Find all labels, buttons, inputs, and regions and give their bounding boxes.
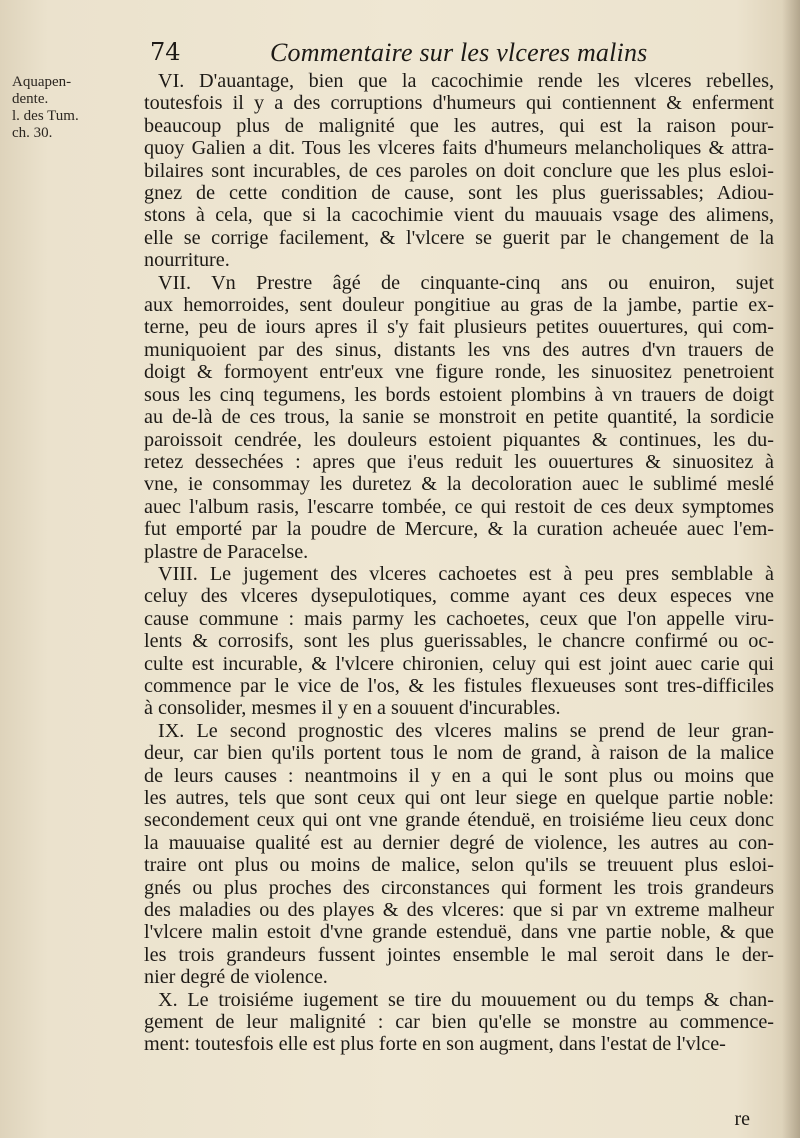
marginal-note (12, 74, 142, 142)
text-line: beaucoup plus de malignité que les autres, qui est la raison pour- (144, 114, 774, 137)
catchword: re (734, 1108, 750, 1130)
text-line: lents & corrosifs, sont les plus guerissables, le chancre confirmé ou oc- (144, 630, 774, 653)
text-line: paroissoit cendrée, les douleurs estoient piquantes & continues, les du- (144, 428, 774, 451)
main-text (144, 70, 774, 1056)
text-line: X. Le troisiéme iugement se tire du mouuement ou du temps & chan- (158, 988, 774, 1011)
text-line: quoy Galien a dit. Tous les vlceres faits d'humeurs melancholiques & attra- (144, 137, 774, 160)
text-line: muniquoient par des sinus, distants les vns des autres d'vn trauers de (144, 338, 774, 361)
text-line: nier degré de violence. (144, 966, 328, 989)
text-line: sous les cinq tegumens, les bords estoient plombins à vn trauers de doigt (144, 383, 774, 406)
text-line: nourriture. (144, 249, 230, 272)
text-line: VI. D'auantage, bien que la cacochimie rende les vlceres rebelles, (158, 70, 774, 92)
paragraph (144, 989, 774, 1056)
text-line: au de-là de ces trous, la sanie se monstroit en petite quantité, la sordicie (144, 406, 774, 429)
text-line: ment: toutesfois elle est plus forte en son augment, dans l'estat de l'vlce- (144, 1033, 726, 1056)
text-line: fut emporté par la poudre de Mercure, & la curation acheuée auec l'em- (144, 518, 774, 541)
text-line: doigt & formoyent entr'eux vne figure ronde, les sinuositez penetroient (144, 361, 774, 384)
text-line: deur, car bien qu'ils portent tous le nom de grand, à raison de la malice (144, 742, 774, 765)
text-line: vne, ie consommay les duretez & la decoloration auec le sublimé meslé (144, 473, 774, 496)
text-line: cause commune : mais parmy les cachoetes, ceux que l'on appelle viru- (144, 607, 774, 630)
text-line: à consolider, mesmes il y en a souuent d'incurables. (144, 697, 561, 720)
text-line: auec l'album rasis, l'escarre tombée, ce qui restoit de ces deux symptomes (144, 495, 774, 518)
text-line: elle se corrige facilement, & l'vlcere se guerit par le changement de la (144, 226, 774, 249)
text-line: commence par le vice de l'os, & les fistules flexueuses sont tres-difficiles (144, 674, 774, 697)
text-line: l'vlcere malin estoit d'vne grande estenduë, dans vne partie noble, & que (144, 921, 774, 944)
text-line: de leurs causes : neantmoins il y en a qui le sont plus ou moins que (144, 764, 774, 787)
text-line: stons à cela, que si la cacochimie vient du mauuais vsage des alimens, (144, 204, 774, 227)
margin-note-line: ch. 30. (12, 125, 53, 141)
running-head (150, 38, 770, 70)
text-line: retez dessechées : apres que i'eus reduit les ouuertures & sinuositez à (144, 450, 774, 473)
text-line: les trois grandeurs fussent jointes ensemble le mal seroit dans le der- (144, 943, 774, 966)
paragraph (144, 272, 774, 563)
paragraph (144, 70, 774, 272)
margin-note-line: dente. (12, 91, 49, 107)
text-line: gnés ou plus proches des circonstances qui forment les trois grandeurs (144, 876, 774, 899)
text-line: bilaires sont incurables, de ces paroles on doit conclure que les plus esloi- (144, 159, 774, 182)
text-line: gement de leur malignité : car bien qu'elle se monstre au commence- (144, 1011, 774, 1034)
margin-note-line: l. des Tum. (12, 108, 79, 124)
text-line: terne, peu de iours apres il s'y fait plusieurs petites ouuertures, qui com- (144, 316, 774, 339)
text-line: des maladies ou des playes & des vlceres: que si par vn extreme malheur (144, 899, 774, 922)
page-gutter-shadow (782, 0, 800, 1138)
text-line: plastre de Paracelse. (144, 540, 309, 563)
text-line: culte est incurable, & l'vlcere chironien, celuy qui est joint auec carie qui (144, 652, 774, 675)
paragraph (144, 563, 774, 720)
text-line: aux hemorroides, sent douleur pongitiue au gras de la jambe, partie ex- (144, 294, 774, 317)
text-line: VIII. Le jugement des vlceres cachoetes est à peu pres semblable à (158, 562, 774, 585)
text-line: secondement ceux qui ont vne grande étenduë, en troisiéme lieu ceux donc (144, 809, 774, 832)
text-line: IX. Le second prognostic des vlceres malins se prend de leur gran- (158, 719, 774, 742)
margin-note-line: Aquapen- (12, 74, 72, 90)
text-line: celuy des vlceres dysepulotiques, comme ayant ces deux especes vne (144, 585, 774, 608)
text-line: les autres, tels que sont ceux qui ont leur siege en quelque partie noble: (144, 787, 774, 809)
text-line: la mauuaise qualité est au dernier degré de violence, les autres au con- (144, 831, 774, 854)
text-line: VII. Vn Prestre âgé de cinquante-cinq ans ou enuiron, sujet (158, 271, 774, 294)
page-number: 74 (150, 38, 181, 66)
text-line: gnez de cette condition de cause, sont les plus guerissables; Adiou- (144, 182, 774, 205)
paragraph (144, 720, 774, 989)
running-title: Commentaire sur les vlceres malins (270, 38, 648, 67)
text-line: traire ont plus ou moins de malice, selon qu'ils se treuuent plus esloi- (144, 854, 774, 877)
text-line: toutesfois il y a des corruptions d'humeurs qui contiennent & enferment (144, 92, 774, 115)
